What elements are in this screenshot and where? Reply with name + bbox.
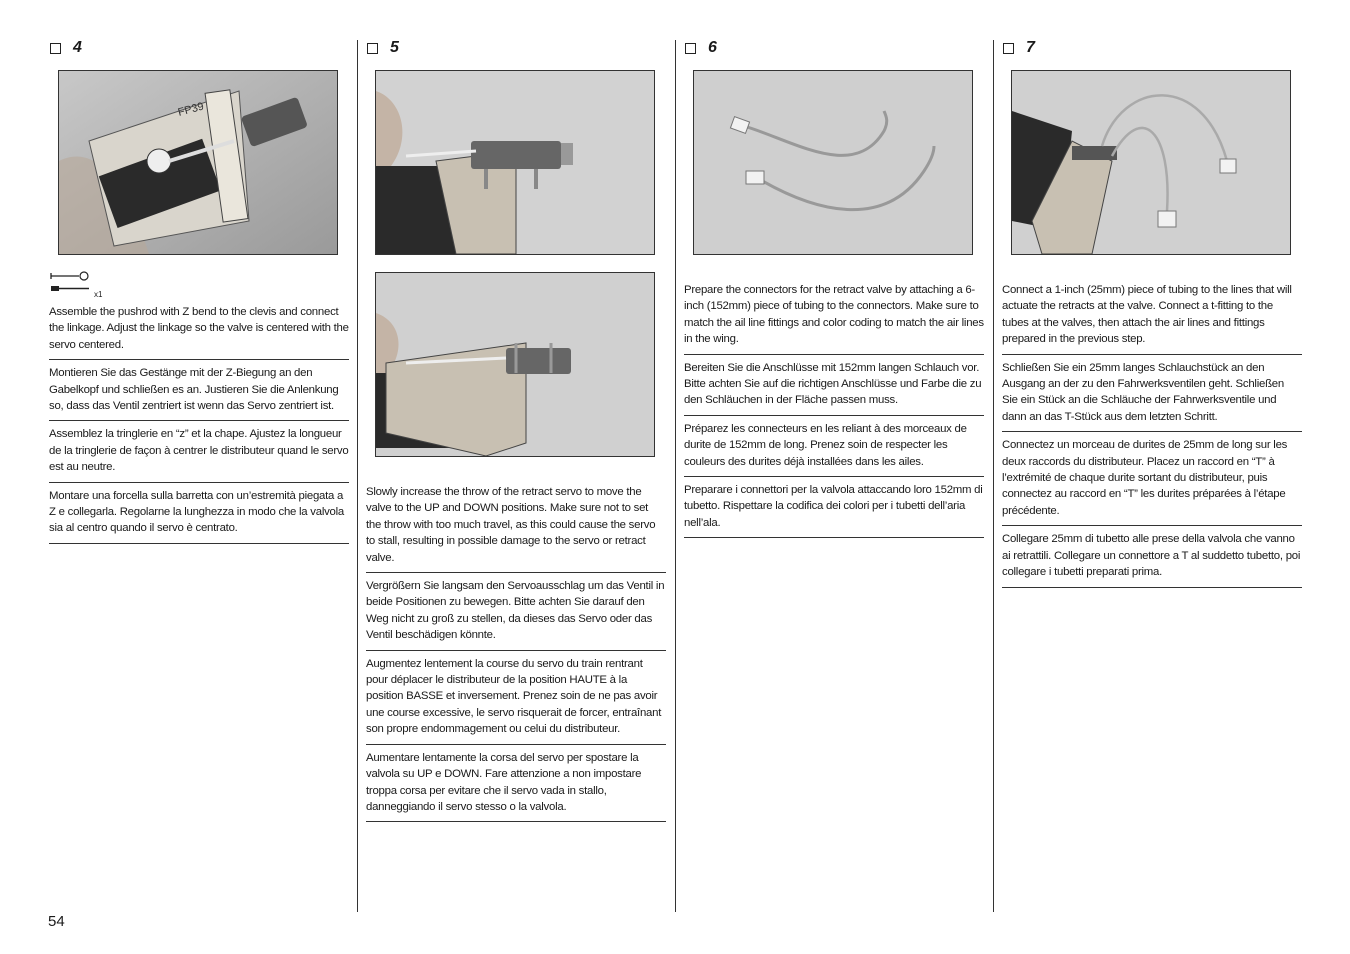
instruction-en: Connect a 1-inch (25mm) piece of tubing to the lines that will actuate the retracts at the valve. Connect a t-fitting to the tubes at the valves, then attach the air lines and fittings prepared in the previous step. [1002, 282, 1302, 355]
step-number: 5 [390, 39, 399, 56]
instruction-de: Bereiten Sie die Anschlüsse mit 152mm langen Schlauch vor. Bitte achten Sie auf die richtigen Anschlüsse und Farbe die zu den Schläuchen in der Fläche passen muss. [684, 355, 984, 416]
instruction-it: Collegare 25mm di tubetto alle prese della valvola che vanno ai retrattili. Collegare un connettore a T al suddetto tubetto, poi collegare i tubetti preparati prima. [1002, 526, 1302, 587]
servo-valve-photo [58, 70, 338, 255]
step-number: 6 [708, 39, 717, 56]
instruction-fr: Préparez les connecteurs en les reliant à des morceaux de durite de 152mm de long. Prenez soin de respecter les couleurs des durites déjà installées dans les ailes. [684, 416, 984, 477]
valve-up-photo [375, 70, 655, 255]
checkbox-icon[interactable] [367, 43, 378, 54]
instruction-it: Aumentare lentamente la corsa del servo per spostare la valvola su UP e DOWN. Fare attenzione a non impostare troppa corsa per evitare che il servo vada in stallo, danneggiando il servo stesso o la valvola. [366, 745, 666, 823]
step-number: 7 [1026, 39, 1035, 56]
tool-list [49, 270, 349, 302]
column-divider [993, 40, 994, 912]
page-number: 54 [48, 913, 65, 930]
t-fitting-assembly-photo [1011, 70, 1291, 255]
instruction-en: Prepare the connectors for the retract valve by attaching a 6-inch (152mm) piece of tubing to the connectors. Make sure to match the ail line fittings and color coding to match the air lines in the wing. [684, 282, 984, 355]
instruction-de: Montieren Sie das Gestänge mit der Z-Biegung an den Gabelkopf und schließen es an. Justieren Sie die Anlenkung so, dass das Ventil zentriert ist wenn das Servo zentriert ist. [49, 360, 349, 421]
instruction-fr: Connectez un morceau de durites de 25mm de long sur les deux raccords du distributeur. Placez un raccord en “T” à l’extrémité de chaque durite sortant du distributeur, puis connectez au raccord en “T” les durites préparées à l’étape précédente. [1002, 432, 1302, 526]
step-7-column [1002, 38, 1302, 588]
instruction-de: Vergrößern Sie langsam den Servoausschlag um das Ventil in beide Positionen zu bewegen. Bitte achten Sie darauf den Weg nicht zu groß zu stellen, da dieses das Servo oder das Ventil beschädigen könnte. [366, 573, 666, 651]
instruction-fr: Augmentez lentement la course du servo du train rentrant pour déplacer le distributeur de la position HAUTE à la position BASSE et inversement. Prenez soin de ne pas avoir une course excessive, le servo risquerait de forcer, entraînant son propre endommagement ou celui du distributeur. [366, 651, 666, 745]
instruction-en: Assemble the pushrod with Z bend to the clevis and connect the linkage. Adjust the linkage so the valve is centered with the servo centered. [49, 304, 349, 360]
pushrod-icon [49, 270, 93, 296]
step-number: 4 [73, 39, 82, 56]
instruction-de: Schließen Sie ein 25mm langes Schlauchstück an den Ausgang an der zu den Fahrwerksventilen geht. Schließen Sie ein Stück an die Schläuche der Fahrwerksventile und dann an das T-Stück aus dem letzten Schritt. [1002, 355, 1302, 433]
step-6-column [684, 38, 984, 538]
instruction-it: Preparare i connettori per la valvola attaccando loro 152mm di tubetto. Rispettare la codifica dei colori per i tubetti dell’aria nell’ala. [684, 477, 984, 538]
part-label: FP39 [176, 100, 206, 119]
instruction-fr: Assemblez la tringlerie en “z” et la chape. Ajustez la longueur de la tringlerie de façon à centrer le distributeur quand le servo est au neutre. [49, 421, 349, 482]
step-heading [49, 38, 349, 58]
step-heading [1002, 38, 1302, 58]
instruction-it: Montare una forcella sulla barretta con un’estremità piegata a Z e collegarla. Regolarne la lunghezza in modo che la valvola sia al centro quando il servo è centrato. [49, 483, 349, 544]
valve-down-photo [375, 272, 655, 457]
checkbox-icon[interactable] [685, 43, 696, 54]
tubing-connectors-photo [693, 70, 973, 255]
column-divider [675, 40, 676, 912]
instruction-en: Slowly increase the throw of the retract servo to move the valve to the UP and DOWN positions. Make sure not to set the throw with too much travel, as this could cause the servo to stall, resulting in possible damage to the servo or retract valve. [366, 484, 666, 573]
checkbox-icon[interactable] [50, 43, 61, 54]
step-5-column [366, 38, 666, 822]
step-heading [366, 38, 666, 58]
step-4-column [49, 38, 349, 544]
column-divider [357, 40, 358, 912]
quantity-label: x1 [94, 290, 103, 299]
step-heading [684, 38, 984, 58]
checkbox-icon[interactable] [1003, 43, 1014, 54]
